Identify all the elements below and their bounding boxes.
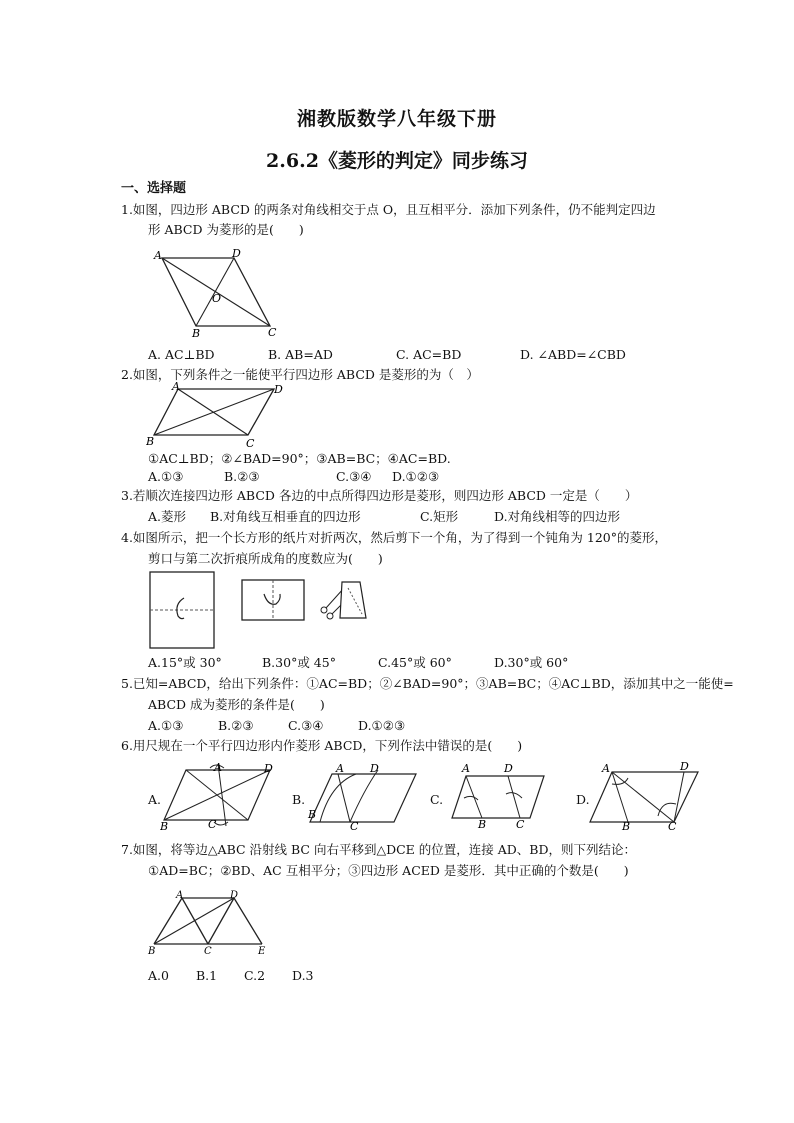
q5-stem-line2: ABCD 成为菱形的条件是( ): [148, 697, 325, 712]
q1-figure: [148, 248, 288, 338]
q1-option-a[interactable]: A. AC⊥BD: [148, 347, 215, 362]
svg-text:B: B: [148, 946, 156, 957]
q5-option-b[interactable]: B.②③: [218, 718, 254, 733]
q5-option-d[interactable]: D.①②③: [358, 718, 406, 733]
svg-text:D: D: [504, 762, 513, 775]
worksheet-subtitle: 2.6.2《菱形的判定》同步练习: [266, 150, 528, 172]
q1-option-b[interactable]: B. AB=AD: [268, 347, 333, 362]
q1-stem-line2: 形 ABCD 为菱形的是( ): [148, 222, 304, 237]
q1-label-a: A: [154, 249, 162, 262]
svg-text:B: B: [160, 820, 169, 830]
q7-option-a[interactable]: A.0: [148, 968, 169, 983]
q6-figure-b: [306, 760, 426, 830]
q4-option-a[interactable]: A.15°或 30°: [148, 655, 222, 670]
svg-text:A: A: [462, 762, 470, 775]
q2-option-d[interactable]: D.①②③: [392, 469, 440, 484]
q5-stem-line1: 5.已知=ABCD，给出下列条件：①AC=BD；②∠BAD=90°；③AB=BC；④AC⊥BD，添加其中之一能使=: [121, 676, 734, 691]
q6-option-d[interactable]: D.: [576, 792, 590, 807]
q3-option-a[interactable]: A.菱形: [148, 509, 187, 524]
svg-text:C: C: [668, 820, 677, 830]
q7-stem-line2: ①AD=BC；②BD、AC 互相平分；③四边形 ACED 是菱形．其中正确的个数是( ): [148, 863, 629, 878]
q6-option-a[interactable]: A.: [148, 792, 162, 807]
q1-option-d[interactable]: D. ∠ABD=∠CBD: [520, 347, 626, 362]
q3-option-d[interactable]: D.对角线相等的四边形: [494, 509, 621, 524]
q2-diagonal-bd: [154, 389, 274, 435]
q1-label-c: C: [268, 326, 277, 338]
svg-text:C: C: [350, 820, 359, 830]
q5-options: [148, 718, 405, 734]
q6-option-b[interactable]: B.: [292, 792, 306, 807]
q4-fold-arrow-2-icon: [264, 594, 280, 604]
svg-text:C: C: [208, 818, 217, 830]
q3-option-c[interactable]: C.矩形: [420, 509, 459, 524]
svg-text:D: D: [230, 890, 239, 901]
q2-label-a: A: [172, 381, 180, 393]
q2-label-d: D: [274, 383, 283, 396]
q2-options: [148, 469, 439, 485]
q7-option-b[interactable]: B.1: [196, 968, 218, 983]
q2-label-b: B: [146, 435, 155, 448]
q4-option-c[interactable]: C.45°或 60°: [378, 655, 452, 670]
svg-text:C: C: [204, 946, 212, 957]
q6-figure-d: [588, 760, 706, 830]
q3-options: [148, 509, 620, 525]
q1-options: [148, 347, 626, 363]
q5-option-c[interactable]: C.③④: [288, 718, 324, 733]
q7-options: [148, 968, 314, 984]
q2-label-c: C: [246, 437, 255, 450]
svg-text:B: B: [308, 808, 317, 821]
q6-stem: 6.用尺规在一个平行四边形内作菱形 ABCD，下列作法中错误的是( ): [121, 738, 523, 753]
q6-option-c[interactable]: C.: [430, 792, 444, 807]
q5-option-a[interactable]: A.①③: [148, 718, 184, 733]
q6-figure-a: [160, 760, 280, 830]
q4-fold-arrow-icon: [177, 598, 184, 619]
svg-text:A: A: [214, 761, 222, 774]
q4-paper-cut: [340, 582, 366, 618]
q2-figure: [146, 381, 286, 451]
q1-option-c[interactable]: C. AC=BD: [396, 347, 462, 362]
q3-stem: 3.若顺次连接四边形 ABCD 各边的中点所得四边形是菱形，则四边形 ABCD 一定是（ ）: [121, 488, 638, 503]
q2-conditions: ①AC⊥BD；②∠BAD=90°；③AB=BC；④AC=BD.: [148, 451, 451, 466]
section-heading: 一、选择题: [121, 181, 187, 196]
svg-text:A: A: [176, 890, 184, 901]
q2-option-a[interactable]: A.①③: [148, 469, 184, 484]
q4-option-b[interactable]: B.30°或 45°: [262, 655, 336, 670]
q6-figure-c: [444, 760, 554, 830]
svg-text:B: B: [478, 818, 487, 830]
q7-option-d[interactable]: D.3: [292, 968, 314, 983]
q3-option-b[interactable]: B.对角线互相垂直的四边形: [210, 509, 361, 524]
svg-text:B: B: [622, 820, 631, 830]
worksheet-title: 湘教版数学八年级下册: [296, 108, 497, 130]
q1-label-b: B: [192, 327, 201, 338]
svg-text:A: A: [602, 762, 610, 775]
q2-option-b[interactable]: B.②③: [224, 469, 260, 484]
q4-stem-line1: 4.如图所示，把一个长方形的纸片对折两次，然后剪下一个角，为了得到一个钝角为 120°的菱形，: [121, 530, 668, 545]
svg-text:D: D: [370, 762, 379, 775]
q1-label-d: D: [232, 248, 241, 260]
q4-stem-line2: 剪口与第二次折痕所成角的度数应为( ): [148, 551, 383, 566]
q1-stem-line1: 1.如图，四边形 ABCD 的两条对角线相交于点 O，且互相平分．添加下列条件，仍不能判定四边: [121, 202, 656, 217]
q2-stem: 2.如图，下列条件之一能使平行四边形 ABCD 是菱形的为（ ）: [121, 367, 479, 382]
q7-figure: [146, 890, 276, 960]
svg-text:D: D: [680, 760, 689, 773]
q2-option-c[interactable]: C.③④: [336, 469, 372, 484]
q4-figure: [148, 570, 378, 650]
q4-option-d[interactable]: D.30°或 60°: [494, 655, 569, 670]
svg-text:C: C: [516, 818, 525, 830]
svg-text:E: E: [258, 946, 266, 957]
svg-text:D: D: [264, 762, 273, 775]
q4-options: [148, 655, 568, 671]
q7-option-c[interactable]: C.2: [244, 968, 266, 983]
q1-label-o: O: [212, 292, 222, 305]
q7-stem-line1: 7.如图，将等边△ABC 沿射线 BC 向右平移到△DCE 的位置，连接 AD、BD，则下列结论：: [121, 842, 636, 857]
svg-text:A: A: [336, 762, 344, 775]
